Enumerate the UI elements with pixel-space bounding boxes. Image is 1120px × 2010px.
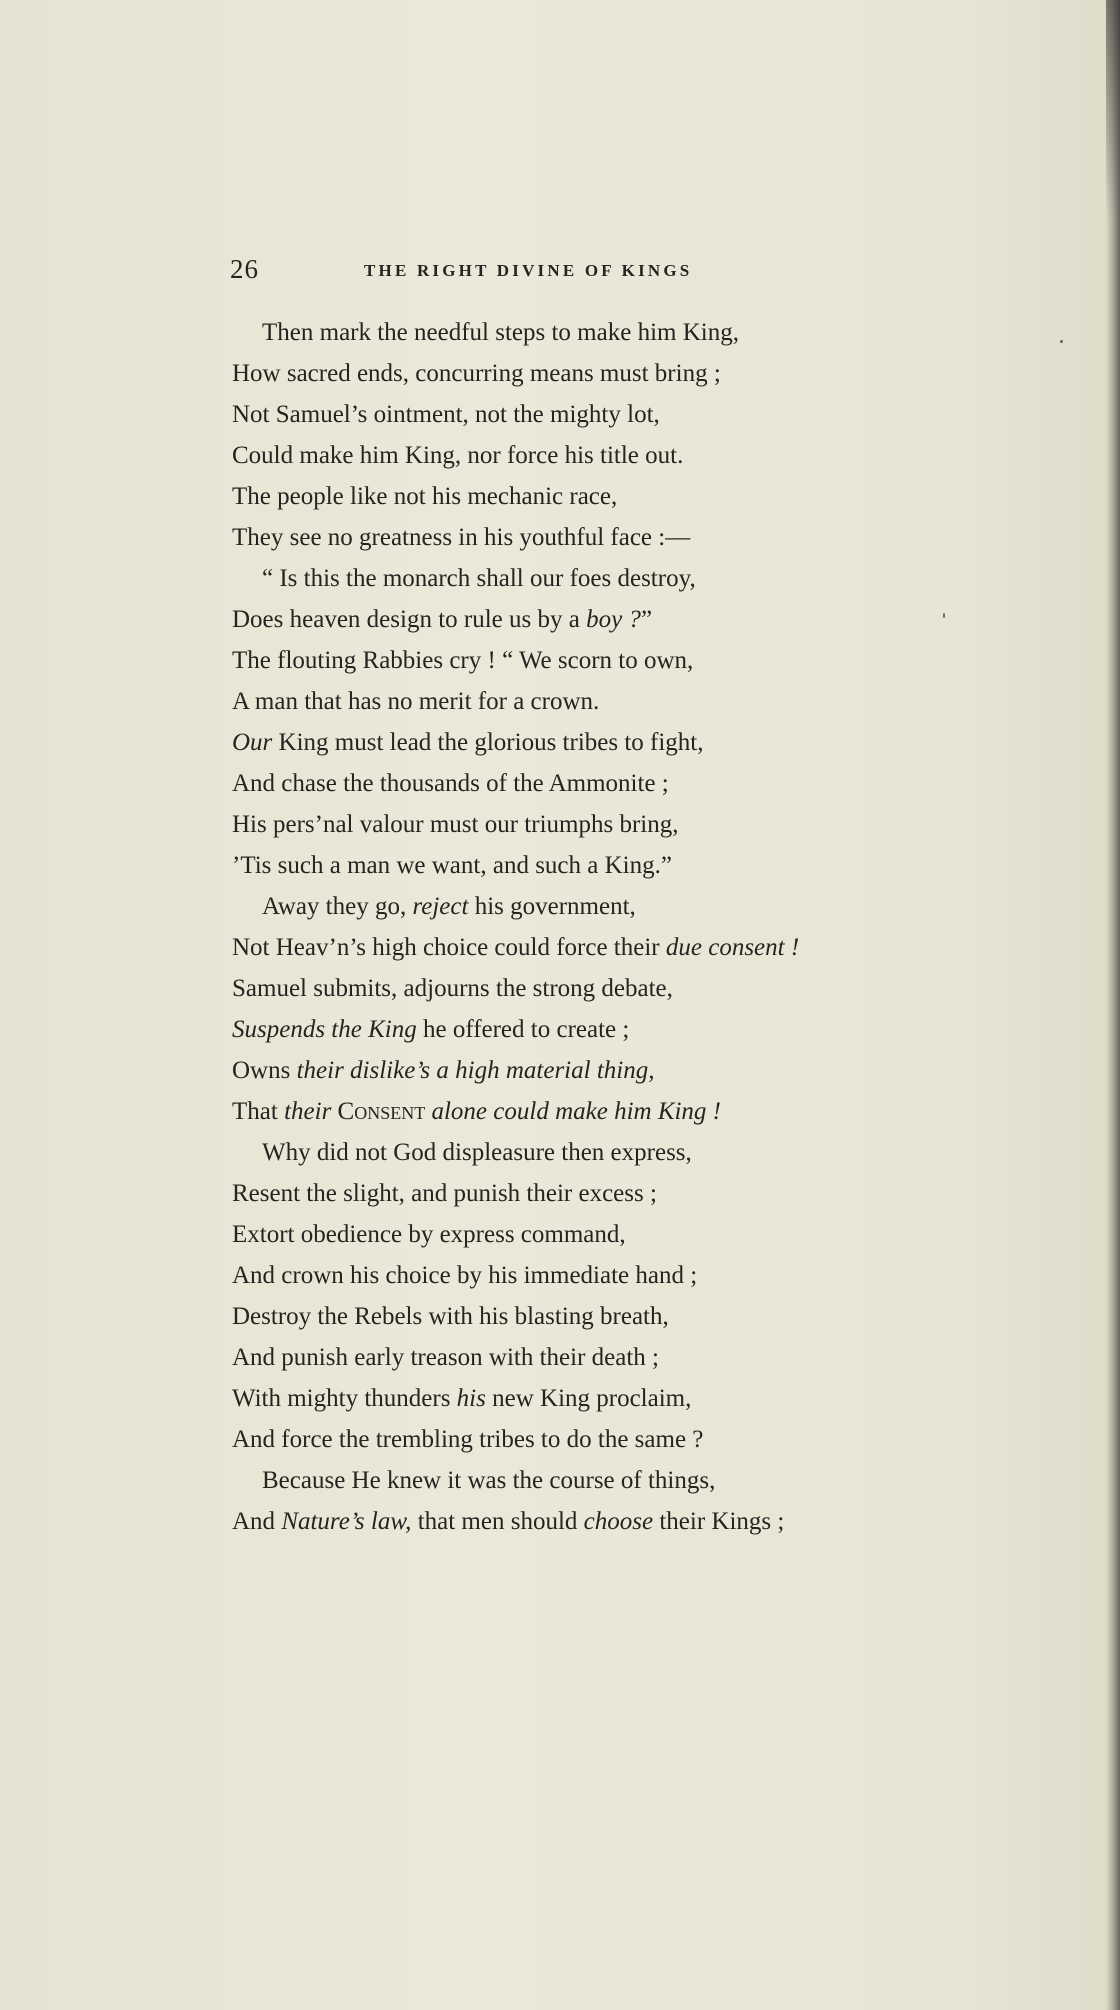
line-text: His pers’nal valour must our triumphs bring, [232, 811, 679, 838]
line-text: And punish early treason with their death ; [232, 1344, 659, 1371]
poem-line [232, 927, 972, 968]
poem-line [232, 1419, 972, 1460]
poem-line [232, 599, 972, 640]
line-text: Away they go, [262, 893, 413, 920]
line-text: And force the trembling tribes to do the same ? [232, 1426, 704, 1453]
italic-text: due consent ! [665, 934, 800, 961]
page-header [228, 254, 818, 290]
line-text: ” [640, 606, 653, 633]
line-text: Could make him King, nor force his title out. [232, 442, 684, 469]
poem-line [232, 1337, 972, 1378]
poem-line [232, 558, 972, 599]
line-text: How sacred ends, concurring means must bring ; [232, 360, 721, 387]
poem-line [232, 394, 972, 435]
italic-text: boy ? [586, 606, 641, 633]
poem-line [232, 845, 972, 886]
line-text: Because He knew it was the course of things, [262, 1467, 716, 1494]
poem-line [232, 722, 972, 763]
italic-text: his [456, 1385, 486, 1412]
line-text: “ Is this the monarch shall our foes destroy, [262, 565, 696, 592]
line-text: And [232, 1508, 282, 1535]
italic-text: reject [412, 893, 469, 920]
line-text: Not Samuel’s ointment, not the mighty lot, [232, 401, 660, 428]
line-text: Extort obedience by express command, [232, 1221, 626, 1248]
poem-line [232, 1296, 972, 1337]
poem-line [232, 435, 972, 476]
italic-text: alone could make him King ! [431, 1098, 722, 1125]
italic-text: Nature’s law, [281, 1508, 412, 1535]
page-edge-shadow [1106, 0, 1120, 2010]
page-number: 26 [230, 254, 259, 284]
poem-line [232, 1255, 972, 1296]
poem-line [232, 1460, 972, 1501]
italic-text: choose [583, 1508, 654, 1535]
italic-text: their [284, 1098, 332, 1125]
poem-line [232, 1501, 972, 1542]
paper-speck [1060, 340, 1063, 343]
poem-line [232, 517, 972, 558]
line-text: And chase the thousands of the Ammonite ; [232, 770, 669, 797]
poem-text [232, 312, 972, 1542]
page-edge-shadow-top [1106, 0, 1120, 220]
line-text: that men should [411, 1508, 584, 1535]
line-text: Samuel submits, adjourns the strong debate, [232, 975, 673, 1002]
poem-line [232, 312, 972, 353]
line-text: Does heaven design to rule us by a [232, 606, 587, 633]
poem-line [232, 1050, 972, 1091]
line-text: The people like not his mechanic race, [232, 483, 618, 510]
running-head: THE RIGHT DIVINE OF KINGS [364, 261, 693, 280]
line-text: Owns [232, 1057, 297, 1084]
line-text: Resent the slight, and punish their excess ; [232, 1180, 657, 1207]
line-text: King must lead the glorious tribes to fight, [272, 729, 704, 756]
line-text: ’Tis such a man we want, and such a King.” [232, 852, 672, 879]
line-text: A man that has no merit for a crown. [232, 688, 600, 715]
poem-line [232, 1214, 972, 1255]
small-caps-text: Consent [337, 1098, 426, 1125]
line-text: And crown his choice by his immediate hand ; [232, 1262, 698, 1289]
line-text: Why did not God displeasure then express, [262, 1139, 692, 1166]
line-text: new King proclaim, [485, 1385, 692, 1412]
line-text: his government, [468, 893, 636, 920]
line-text: They see no greatness in his youthful face :— [232, 524, 691, 551]
poem-line [232, 1378, 972, 1419]
poem-line [232, 886, 972, 927]
line-text: he offered to create ; [416, 1016, 630, 1043]
poem-line [232, 640, 972, 681]
line-text: The flouting Rabbies cry ! “ We scorn to own, [232, 647, 694, 674]
line-text: Destroy the Rebels with his blasting breath, [232, 1303, 669, 1330]
poem-line [232, 1009, 972, 1050]
poem-line [232, 763, 972, 804]
poem-line [232, 681, 972, 722]
poem-line [232, 353, 972, 394]
poem-line [232, 1132, 972, 1173]
poem-line [232, 968, 972, 1009]
line-text: That [232, 1098, 285, 1125]
line-text: Then mark the needful steps to make him King, [262, 319, 739, 346]
poem-line [232, 1173, 972, 1214]
poem-line [232, 1091, 972, 1132]
italic-text: Suspends the King [232, 1016, 417, 1043]
poem-line [232, 476, 972, 517]
poem-line [232, 804, 972, 845]
line-text: With mighty thunders [232, 1385, 457, 1412]
italic-text: Our [232, 729, 273, 756]
line-text: Not Heav’n’s high choice could force their [232, 934, 666, 961]
paper-speck [943, 613, 945, 618]
italic-text: their dislike’s a high material thing, [296, 1057, 655, 1084]
line-text: their Kings ; [653, 1508, 785, 1535]
